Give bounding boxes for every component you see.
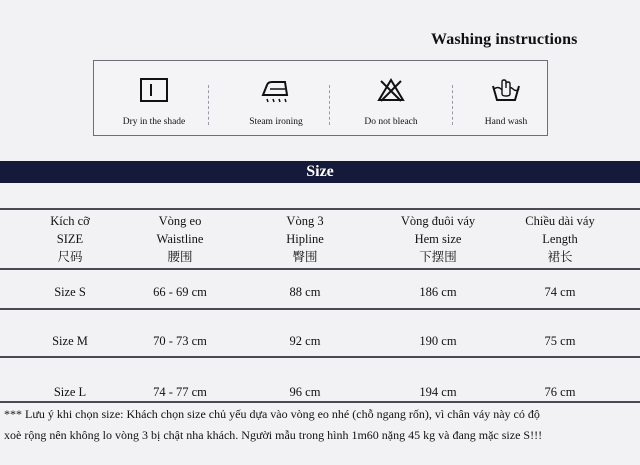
header-size: Kích cỡ SIZE 尺码 bbox=[50, 214, 90, 264]
care-item-dry-shade bbox=[104, 61, 204, 137]
care-item-hand-wash bbox=[456, 61, 556, 137]
divider bbox=[208, 85, 209, 125]
header-waistline: Vòng eo Waistline 腰围 bbox=[156, 214, 204, 264]
care-label: Hand wash bbox=[484, 117, 528, 127]
divider bbox=[329, 85, 330, 125]
care-label: Do not bleach bbox=[364, 117, 418, 127]
header-hem-size: Vòng đuôi váy Hem size 下摆围 bbox=[400, 214, 476, 264]
care-item-steam-iron bbox=[226, 61, 326, 137]
table-rule bbox=[0, 356, 640, 358]
divider bbox=[452, 85, 453, 125]
care-label: Steam ironing bbox=[249, 117, 303, 127]
care-instructions-box bbox=[93, 60, 548, 136]
header-length: Chiều dài váy Length 裙长 bbox=[525, 214, 595, 264]
size-band: Size bbox=[0, 161, 640, 183]
size-note: *** Lưu ý khi chọn size: Khách chọn size chủ yếu dựa vào vòng eo nhé (chỗ ngang rốn), vì chân váy này có độ xoè rộng nên không lo vòng 3 bị chật nha khách. Người mẫu trong hình 1m60 nặng 45 kg và đang mặc size S!!! bbox=[4, 407, 543, 442]
table-rule bbox=[0, 401, 640, 403]
page-title: Washing instructions bbox=[431, 31, 578, 48]
dry-in-shade-icon bbox=[139, 77, 169, 108]
table-rule bbox=[0, 308, 640, 310]
care-label: Dry in the shade bbox=[122, 117, 186, 127]
care-item-no-bleach bbox=[341, 61, 441, 137]
hand-wash-icon bbox=[490, 77, 522, 108]
header-hipline: Vòng 3 Hipline 臀围 bbox=[286, 214, 324, 264]
table-rule bbox=[0, 268, 640, 270]
table-rule bbox=[0, 208, 640, 210]
steam-iron-icon bbox=[259, 77, 293, 108]
do-not-bleach-icon bbox=[376, 77, 406, 108]
